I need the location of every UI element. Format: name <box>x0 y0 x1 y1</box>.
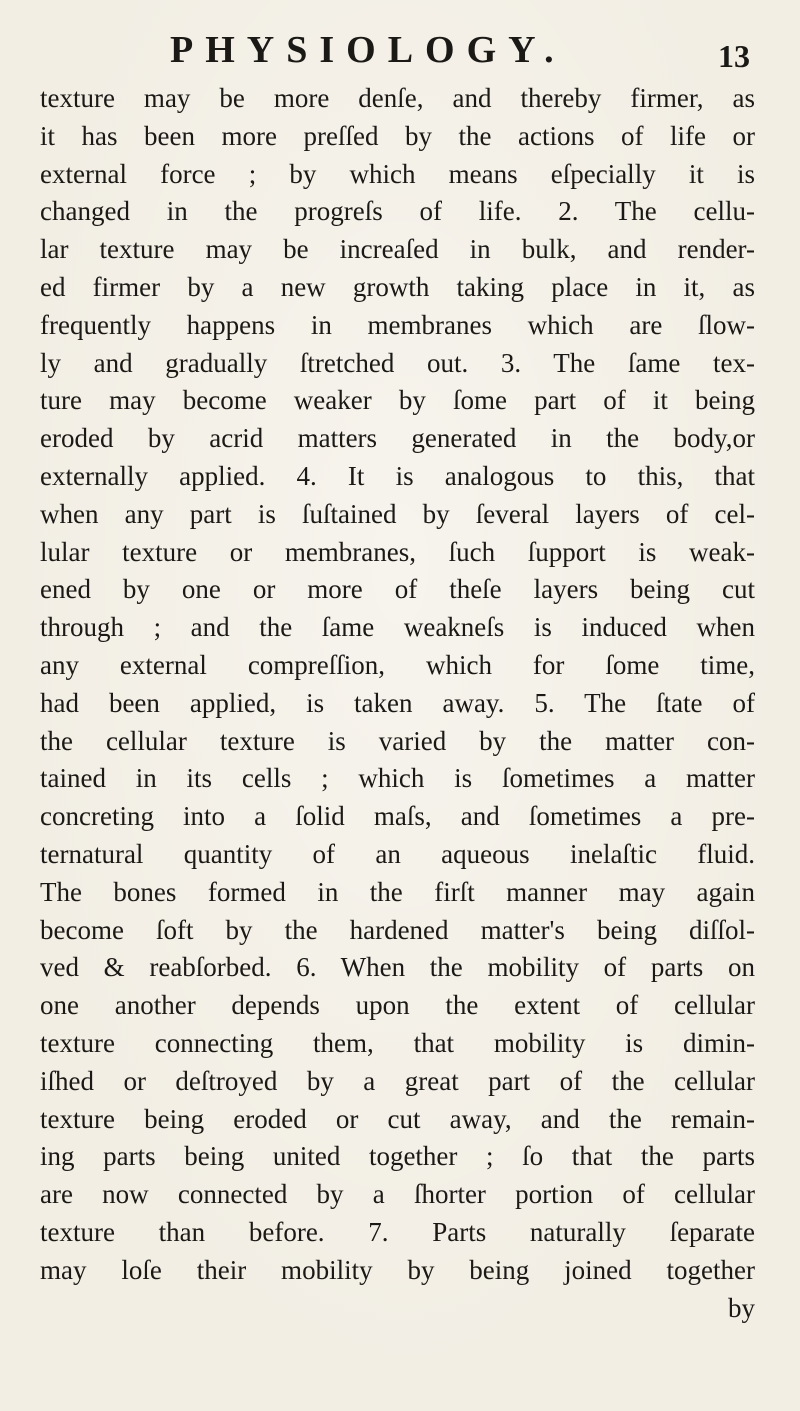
text-line: are now connected by a ſhorter portion of cellular <box>40 1179 755 1210</box>
text-line: iſhed or deſtroyed by a great part of the cellular <box>40 1065 755 1096</box>
text-line: ved & reabſorbed. 6. When the mobility of parts on <box>40 952 755 983</box>
catchword: by <box>728 1292 755 1323</box>
text-line: changed in the progreſs of life. 2. The cellu- <box>40 196 755 227</box>
text-line: frequently happens in membranes which are ſlow- <box>40 309 755 340</box>
text-line: texture than before. 7. Parts naturally ſeparate <box>40 1216 755 1247</box>
text-line: may loſe their mobility by being joined together <box>40 1254 755 1285</box>
text-line: external force ; by which means eſpecially it is <box>40 158 755 189</box>
running-head <box>0 29 800 74</box>
text-line: ing parts being united together ; ſo that the parts <box>40 1141 755 1172</box>
text-line: The bones formed in the firſt manner may again <box>40 876 755 907</box>
text-line: texture may be more denſe, and thereby firmer, as <box>40 83 755 113</box>
text-line: one another depends upon the extent of cellular <box>40 990 755 1021</box>
text-line: become ſoft by the hardened matter's being diſſol- <box>40 914 755 945</box>
text-line: ture may become weaker by ſome part of it being <box>40 385 755 416</box>
text-line: it has been more preſſed by the actions of life or <box>40 120 755 151</box>
text-line: ed firmer by a new growth taking place in it, as <box>40 271 755 302</box>
running-title: PHYSIOLOGY. <box>170 29 566 71</box>
text-line: tained in its cells ; which is ſometimes a matter <box>40 763 755 794</box>
text-line: any external compreſſion, which for ſome time, <box>40 649 755 680</box>
text-line: when any part is ſuſtained by ſeveral layers of cel- <box>40 498 755 529</box>
text-line: concreting into a ſolid maſs, and ſometimes a pre- <box>40 801 755 832</box>
page-number: 13 <box>718 38 750 74</box>
text-line: texture being eroded or cut away, and the remain- <box>40 1103 755 1134</box>
text-line: had been applied, is taken away. 5. The ſtate of <box>40 687 755 718</box>
text-line: ened by one or more of theſe layers being cut <box>40 574 755 605</box>
text-line: ternatural quantity of an aqueous inelaſtic fluid. <box>40 838 755 869</box>
body-text <box>40 80 755 1327</box>
text-line: through ; and the ſame weakneſs is induced when <box>40 612 755 643</box>
text-line: lar texture may be increaſed in bulk, and render- <box>40 234 755 265</box>
text-line: eroded by acrid matters generated in the body,or <box>40 423 755 454</box>
text-line: the cellular texture is varied by the matter con- <box>40 725 755 756</box>
text-line: externally applied. 4. It is analogous to this, that <box>40 460 755 491</box>
text-line: texture connecting them, that mobility is dimin- <box>40 1027 755 1058</box>
text-line: ly and gradually ſtretched out. 3. The ſame tex- <box>40 347 755 378</box>
text-line: lular texture or membranes, ſuch ſupport is weak- <box>40 536 755 567</box>
